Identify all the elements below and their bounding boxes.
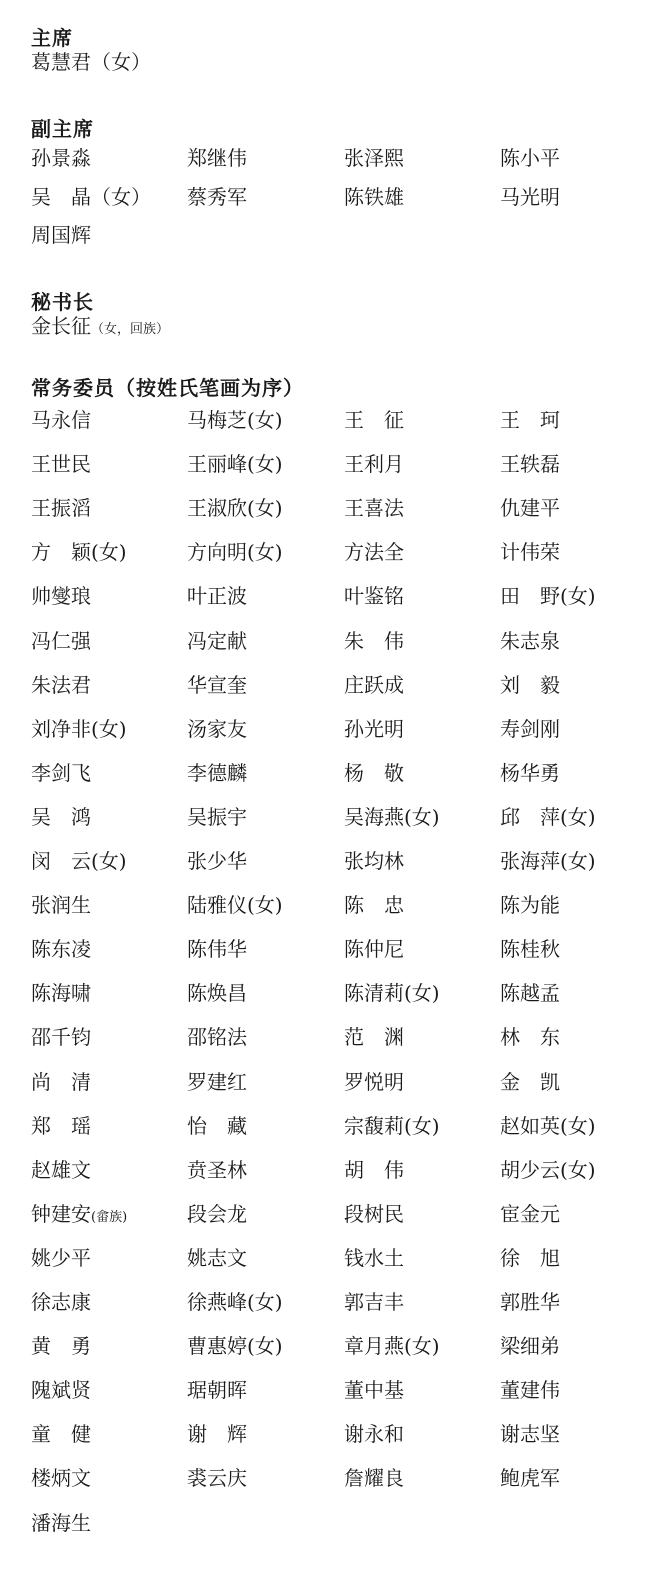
standing-committee-member	[31, 849, 127, 873]
secretary-general-title: 秘书长	[31, 290, 94, 314]
member-name: 方法全	[344, 540, 404, 565]
member-name: 朱 伟	[344, 628, 404, 653]
member-name: 冯仁强	[31, 628, 91, 653]
member-name: 黄 勇	[31, 1334, 91, 1359]
standing-committee-member	[187, 540, 283, 564]
member-name: 吴海燕(女)	[344, 804, 440, 829]
member-name: 王利月	[344, 452, 404, 477]
standing-committee-member	[187, 1334, 283, 1358]
member-name: 王 珂	[500, 408, 560, 432]
standing-committee-member	[187, 584, 247, 608]
member-name: 王轶磊	[500, 452, 560, 477]
standing-committee-member	[31, 761, 91, 785]
standing-committee-member	[500, 805, 596, 829]
standing-committee-member	[31, 1422, 91, 1446]
member-name: 赵如英(女)	[500, 1113, 596, 1138]
standing-committee-member	[344, 584, 404, 608]
member-name: 童 健	[31, 1422, 91, 1447]
standing-committee-member	[31, 893, 91, 917]
standing-committee-member	[31, 1025, 91, 1049]
member-name: 陆雅仪(女)	[187, 893, 283, 918]
standing-committee-member	[344, 408, 404, 432]
standing-committee-member	[187, 1158, 247, 1182]
standing-committee-member	[344, 1114, 440, 1138]
member-name: 吴 鸿	[31, 804, 91, 829]
standing-committee-member	[500, 761, 560, 785]
secretary-general-member	[31, 314, 169, 342]
member-name: 隗斌贤	[31, 1378, 91, 1403]
standing-committee-member	[500, 1378, 560, 1402]
standing-committee-member	[500, 1246, 560, 1270]
member-name: 吴振宇	[187, 804, 247, 829]
member-name: 陈清莉(女)	[344, 981, 440, 1006]
member-name: 汤家友	[187, 716, 247, 741]
standing-committee-member	[31, 1114, 91, 1138]
member-name: 宦金元	[500, 1201, 560, 1226]
member-name: 邵铭法	[187, 1025, 247, 1050]
member-name: 王世民	[31, 452, 91, 477]
member-name: 张海萍(女)	[500, 849, 596, 873]
member-name: 方向明(女)	[187, 540, 283, 565]
standing-committee-member	[344, 1070, 404, 1094]
standing-committee-member	[31, 1202, 127, 1230]
member-name: 王振滔	[31, 496, 91, 521]
standing-committee-member	[500, 584, 596, 608]
member-name: 田 野(女)	[500, 584, 596, 609]
member-name: 胡少云(女)	[500, 1157, 596, 1182]
standing-committee-member	[31, 496, 91, 520]
standing-committee-member	[31, 981, 91, 1005]
standing-committee-member	[500, 849, 596, 873]
standing-committee-member	[344, 981, 440, 1005]
standing-committee-member	[500, 1070, 560, 1094]
member-name: 冯定献	[187, 628, 247, 653]
standing-committee-member	[500, 1334, 560, 1358]
member-name: 宗馥莉(女)	[344, 1113, 440, 1138]
member-name: 陈焕昌	[187, 981, 247, 1006]
member-name: 寿剑刚	[500, 716, 560, 741]
standing-committee-member	[344, 673, 404, 697]
standing-committee-member	[31, 1158, 91, 1182]
standing-committee-member	[31, 1246, 91, 1270]
standing-committee-member	[31, 540, 127, 564]
standing-committee-member	[187, 1025, 247, 1049]
standing-committee-member	[344, 1378, 404, 1402]
member-name: 华宣奎	[187, 672, 247, 697]
member-name: 姚志文	[187, 1245, 247, 1270]
standing-committee-member	[31, 584, 91, 608]
member-name: 郭吉丰	[344, 1290, 404, 1314]
standing-committee-member	[344, 937, 404, 961]
standing-committee-member	[187, 893, 283, 917]
standing-committee-member	[500, 1158, 596, 1182]
standing-committee-member	[500, 452, 560, 476]
member-name: 钱水土	[344, 1245, 404, 1270]
member-name: 张少华	[187, 849, 247, 873]
standing-committee-member	[187, 849, 247, 873]
standing-committee-member	[500, 893, 560, 917]
standing-committee-member	[344, 1158, 404, 1182]
standing-committee-member	[31, 452, 91, 476]
standing-committee-member	[187, 1422, 247, 1446]
standing-committee-member	[344, 1246, 404, 1270]
member-name: 赵雄文	[31, 1157, 91, 1182]
member-name: 金长征	[31, 314, 91, 338]
member-name: 王丽峰(女)	[187, 452, 283, 477]
member-name: 章月燕(女)	[344, 1334, 440, 1359]
member-name: 仇建平	[500, 496, 560, 521]
standing-committee-member	[187, 1466, 247, 1490]
standing-committee-member	[187, 1378, 247, 1402]
standing-committee-member	[344, 1422, 404, 1446]
standing-committee-member	[31, 1511, 91, 1535]
member-note: (畲族)	[91, 1209, 128, 1225]
member-name: 潘海生	[31, 1510, 91, 1535]
member-note: （女，回族）	[91, 322, 170, 337]
vice-chairs-member	[31, 223, 91, 247]
standing-committee-member	[344, 496, 404, 520]
standing-committee-member	[187, 805, 247, 829]
standing-committee-member	[187, 717, 247, 741]
member-name: 董建伟	[500, 1378, 560, 1403]
standing-committee-member	[344, 805, 440, 829]
standing-committee-member	[187, 937, 247, 961]
standing-committee-member	[500, 1114, 596, 1138]
standing-committee-member	[187, 1070, 247, 1094]
member-name: 钟建安	[31, 1201, 91, 1226]
member-name: 梁细弟	[500, 1334, 560, 1359]
standing-committee-member	[344, 452, 404, 476]
vice-chairs-member	[187, 185, 247, 209]
standing-committee-title: 常务委员（按姓氏笔画为序）	[31, 376, 304, 400]
standing-committee-member	[187, 1202, 247, 1226]
member-name: 陈 忠	[344, 893, 404, 918]
member-name: 裘云庆	[187, 1466, 247, 1491]
member-name: 周国辉	[31, 223, 91, 247]
member-name: 陈桂秋	[500, 937, 560, 962]
vice-chairs-member	[344, 146, 404, 170]
standing-committee-member	[31, 629, 91, 653]
member-name: 葛慧君（女）	[31, 50, 151, 74]
standing-committee-member	[500, 673, 560, 697]
member-name: 怡 藏	[187, 1113, 247, 1138]
member-name: 朱法君	[31, 672, 91, 697]
standing-committee-member	[500, 1422, 560, 1446]
standing-committee-member	[344, 1202, 404, 1226]
member-name: 王 征	[344, 408, 404, 432]
standing-committee-member	[500, 408, 560, 432]
member-name: 罗悦明	[344, 1069, 404, 1094]
member-name: 邱 萍(女)	[500, 804, 596, 829]
vice-chairs-member	[500, 146, 560, 170]
member-name: 方 颖(女)	[31, 540, 127, 565]
member-name: 杨 敬	[344, 760, 404, 785]
standing-committee-member	[31, 717, 127, 741]
member-name: 陈铁雄	[344, 184, 404, 209]
member-name: 罗建红	[187, 1069, 247, 1094]
member-name: 陈小平	[500, 146, 560, 170]
standing-committee-member	[500, 1025, 560, 1049]
member-name: 徐志康	[31, 1290, 91, 1314]
standing-committee-member	[31, 673, 91, 697]
member-name: 庄跃成	[344, 672, 404, 697]
standing-committee-member	[31, 1070, 91, 1094]
member-name: 詹耀良	[344, 1466, 404, 1491]
member-name: 董中基	[344, 1378, 404, 1403]
member-name: 王淑欣(女)	[187, 496, 283, 521]
standing-committee-member	[344, 849, 404, 873]
standing-committee-member	[500, 1290, 560, 1314]
chair-member	[31, 50, 151, 74]
standing-committee-member	[187, 761, 247, 785]
member-name: 孙景淼	[31, 146, 91, 170]
member-name: 段会龙	[187, 1201, 247, 1226]
standing-committee-member	[500, 1466, 560, 1490]
standing-committee-member	[31, 1290, 91, 1314]
standing-committee-member	[31, 1334, 91, 1358]
member-name: 范 渊	[344, 1025, 404, 1050]
vice-chairs-member	[344, 185, 404, 209]
member-name: 贲圣林	[187, 1157, 247, 1182]
member-name: 朱志泉	[500, 628, 560, 653]
member-name: 马梅芝(女)	[187, 408, 283, 432]
standing-committee-member	[344, 1025, 404, 1049]
member-name: 马光明	[500, 184, 560, 209]
member-name: 陈伟华	[187, 937, 247, 962]
standing-committee-member	[187, 981, 247, 1005]
member-name: 吴 晶（女）	[31, 184, 151, 209]
standing-committee-member	[344, 1466, 404, 1490]
standing-committee-member	[187, 673, 247, 697]
standing-committee-member	[344, 893, 404, 917]
standing-committee-member	[344, 629, 404, 653]
vice-chairs-member	[31, 185, 151, 209]
standing-committee-member	[31, 805, 91, 829]
member-name: 叶鉴铭	[344, 584, 404, 609]
member-name: 郑 瑶	[31, 1113, 91, 1138]
standing-committee-member	[344, 717, 404, 741]
standing-committee-member	[187, 629, 247, 653]
standing-committee-member	[500, 540, 560, 564]
standing-committee-member	[344, 1290, 404, 1314]
member-name: 陈海啸	[31, 981, 91, 1006]
member-name: 陈仲尼	[344, 937, 404, 962]
member-name: 李德麟	[187, 760, 247, 785]
standing-committee-member	[31, 1378, 91, 1402]
member-name: 胡 伟	[344, 1157, 404, 1182]
standing-committee-member	[187, 1114, 247, 1138]
member-name: 曹惠婷(女)	[187, 1334, 283, 1359]
standing-committee-member	[31, 937, 91, 961]
vice-chairs-title: 副主席	[31, 117, 94, 141]
chair-title: 主席	[31, 26, 73, 50]
member-name: 闵 云(女)	[31, 849, 127, 873]
standing-committee-member	[187, 408, 283, 432]
standing-committee-member	[187, 1290, 283, 1314]
member-name: 段树民	[344, 1201, 404, 1226]
member-name: 陈东凌	[31, 937, 91, 962]
member-name: 郑继伟	[187, 146, 247, 170]
vice-chairs-member	[187, 146, 247, 170]
member-name: 鲍虎军	[500, 1466, 560, 1491]
standing-committee-member	[500, 496, 560, 520]
standing-committee-member	[500, 1202, 560, 1226]
standing-committee-member	[31, 1466, 91, 1490]
standing-committee-member	[500, 981, 560, 1005]
member-name: 孙光明	[344, 716, 404, 741]
member-name: 谢志坚	[500, 1422, 560, 1447]
member-name: 林 东	[500, 1025, 560, 1050]
member-name: 谢 辉	[187, 1422, 247, 1447]
member-name: 杨华勇	[500, 760, 560, 785]
member-name: 陈为能	[500, 893, 560, 918]
standing-committee-member	[344, 1334, 440, 1358]
standing-committee-member	[500, 717, 560, 741]
member-name: 徐燕峰(女)	[187, 1290, 283, 1314]
vice-chairs-member	[500, 185, 560, 209]
member-name: 楼炳文	[31, 1466, 91, 1491]
standing-committee-member	[187, 1246, 247, 1270]
member-name: 尚 清	[31, 1069, 91, 1094]
member-name: 郭胜华	[500, 1290, 560, 1314]
standing-committee-member	[187, 452, 283, 476]
member-name: 叶正波	[187, 584, 247, 609]
member-name: 刘 毅	[500, 672, 560, 697]
member-name: 张润生	[31, 893, 91, 918]
member-name: 姚少平	[31, 1245, 91, 1270]
member-name: 李剑飞	[31, 760, 91, 785]
member-name: 刘净非(女)	[31, 716, 127, 741]
standing-committee-member	[500, 629, 560, 653]
standing-committee-member	[344, 540, 404, 564]
standing-committee-member	[187, 496, 283, 520]
member-name: 徐 旭	[500, 1245, 560, 1270]
vice-chairs-member	[31, 146, 91, 170]
standing-committee-member	[500, 937, 560, 961]
member-name: 邵千钧	[31, 1025, 91, 1050]
standing-committee-member	[344, 761, 404, 785]
member-name: 马永信	[31, 408, 91, 432]
member-name: 琚朝晖	[187, 1378, 247, 1403]
member-name: 张泽熙	[344, 146, 404, 170]
member-name: 陈越孟	[500, 981, 560, 1006]
member-name: 蔡秀军	[187, 184, 247, 209]
standing-committee-member	[31, 408, 91, 432]
member-name: 帅燮琅	[31, 584, 91, 609]
member-name: 谢永和	[344, 1422, 404, 1447]
member-name: 计伟荣	[500, 540, 560, 565]
member-name: 王喜法	[344, 496, 404, 521]
member-name: 张均林	[344, 849, 404, 873]
member-name: 金 凯	[500, 1069, 560, 1094]
